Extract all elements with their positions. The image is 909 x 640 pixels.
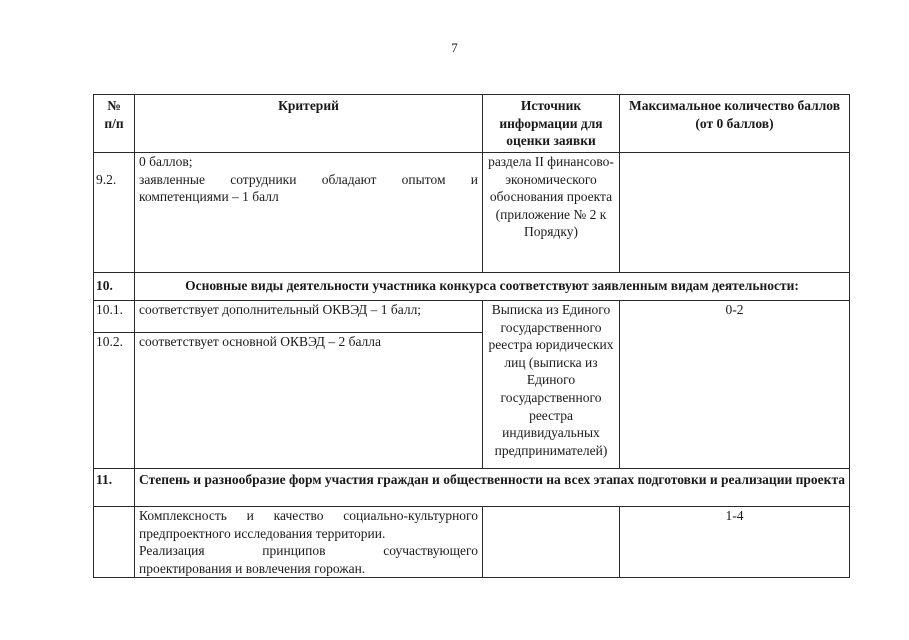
source-cell: раздела II финансово-экономического обоснования проекта (приложение № 2 к Порядку)	[483, 153, 620, 273]
criterion-line: 0 баллов;	[139, 154, 193, 169]
header-num: № п/п	[94, 95, 135, 153]
section-row-10	[94, 273, 850, 301]
header-source: Источник информации для оценки заявки	[483, 95, 620, 153]
criterion-cell	[135, 153, 483, 273]
criteria-table	[93, 94, 850, 578]
criterion-cell: соответствует основной ОКВЭД – 2 балла	[135, 333, 483, 469]
criterion-paragraph: Комплексность и качество социально-культурного предпроектного исследования территории.	[139, 508, 478, 541]
source-cell: Выписка из Единого государственного реестра юридических лиц (выписка из Единого государственного реестра индивидуальных предпринимателей)	[483, 301, 620, 469]
section-num: 10.	[94, 273, 135, 301]
score-cell: 0-2	[620, 301, 850, 469]
table-row-11-1	[94, 507, 850, 578]
section-title: Основные виды деятельности участника конкурса соответствуют заявленным видам деятельности:	[135, 273, 850, 301]
table-header-row	[94, 95, 850, 153]
criterion-line: компетенциями – 1 балл	[139, 189, 279, 205]
row-num: 9.2.	[94, 153, 135, 273]
criterion-cell: соответствует дополнительный ОКВЭД – 1 балл;	[135, 301, 483, 333]
table-row-10-1	[94, 301, 850, 333]
criterion-line: Реализация принципов соучаствующего	[139, 543, 478, 559]
criterion-line: заявленные сотрудники обладают опытом и	[139, 171, 478, 187]
criterion-cell	[135, 507, 483, 578]
header-max-score: Максимальное количество баллов (от 0 баллов)	[620, 95, 850, 153]
row-num: 10.1.	[94, 301, 135, 333]
source-cell	[483, 507, 620, 578]
row-num: 10.2.	[94, 333, 135, 469]
score-cell	[620, 153, 850, 273]
row-num	[94, 507, 135, 578]
section-row-11	[94, 469, 850, 507]
section-num: 11.	[94, 469, 135, 507]
section-title: Степень и разнообразие форм участия граждан и общественности на всех этапах подготовки и реализации проекта	[135, 469, 850, 507]
criterion-line: проектирования и вовлечения горожан.	[139, 560, 366, 576]
page-number: 7	[451, 40, 458, 55]
score-cell: 1-4	[620, 507, 850, 578]
header-criterion: Критерий	[135, 95, 483, 153]
table-row-9-2	[94, 153, 850, 273]
